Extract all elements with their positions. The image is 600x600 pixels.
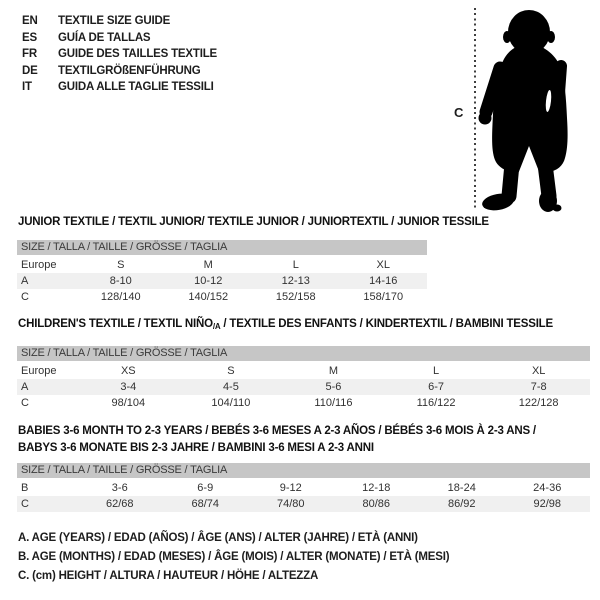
toddler-silhouette-image [478,6,600,214]
note-height-cm: C. (cm) HEIGHT / ALTURA / HAUTEUR / HÖHE / ALTEZZA [18,570,319,582]
junior-table-title: JUNIOR TEXTILE / TEXTIL JUNIOR/ TEXTILE JUNIOR / JUNIORTEXTIL / JUNIOR TESSILE [18,216,489,228]
table-cell: 5-6 [325,381,342,393]
language-row [22,63,217,80]
row-label: C [21,498,29,510]
table-cell: 12-18 [362,482,391,494]
table-cell: 68/74 [191,498,220,510]
table-cell: 158/170 [363,291,404,303]
size-header-bar: SIZE / TALLA / TAILLE / GRÖSSE / TAGLIA [17,240,427,255]
table-cell: L [433,365,440,377]
note-age-months: B. AGE (MONTHS) / EDAD (MESES) / ÂGE (MOIS) / ALTER (MONATE) / ETÀ (MESI) [18,551,450,563]
table-cell: 62/68 [105,498,134,510]
table-cell: 6-7 [428,381,445,393]
babies-table-title [18,423,536,457]
height-measure-label: C [454,105,464,120]
table-cell: 110/116 [314,397,353,409]
language-code: FR [22,48,37,61]
guide-title: GUÍA DE TALLAS [58,31,151,44]
language-code: ES [22,31,37,44]
table-row-age-months [17,480,590,496]
row-label: C [21,291,29,303]
table-cell: 10-12 [194,275,223,287]
table-cell: 4-5 [222,381,239,393]
table-cell: 122/128 [518,397,559,409]
guide-title: TEXTILE SIZE GUIDE [58,15,171,27]
guide-title: TEXTILGRÖßENFÜHRUNG [58,64,201,77]
language-row [22,46,217,63]
children-size-table [17,346,590,411]
table-cell: 7-8 [530,381,547,393]
table-cell: S [117,259,125,271]
guide-title: GUIDA ALLE TAGLIE TESSILI [58,81,214,94]
row-label: B [21,482,29,494]
table-cell: 12-13 [281,275,310,287]
row-label: A [21,275,29,287]
table-row-age [17,273,427,289]
table-cell: 24-36 [533,482,562,494]
table-cell: 128/140 [100,291,141,303]
language-row [22,79,217,96]
table-cell: 98/104 [111,397,146,409]
table-cell: XL [531,365,546,377]
table-row-height [17,289,427,305]
table-cell: 80/86 [362,498,391,510]
row-label: Europe [21,259,57,271]
table-cell: 140/152 [188,291,229,303]
table-cell: 74/80 [276,498,305,510]
babies-title-line2: BABYS 3-6 MONATE BIS 2-3 JAHRE / BAMBINI 3-6 MESI A 2-3 ANNI [18,442,374,454]
table-row-height [17,395,590,411]
table-cell: 92/98 [533,498,562,510]
table-cell: 116/122 [416,397,456,409]
size-header-bar: SIZE / TALLA / TAILLE / GRÖSSE / TAGLIA [17,346,590,361]
table-cell: M [328,365,339,377]
table-cell: 14-16 [369,275,398,287]
language-code: IT [22,81,32,94]
babies-title-line1: BABIES 3-6 MONTH TO 2-3 YEARS / BEBÉS 3-6 MESES A 2-3 AÑOS / BÉBÉS 3-6 MOIS À 2-3 ANS / [18,425,536,437]
table-cell: 3-4 [120,381,137,393]
children-table-title [18,318,553,331]
table-cell: 152/158 [275,291,316,303]
legend-notes [18,529,449,586]
table-cell: S [227,365,235,377]
language-code: DE [22,64,38,77]
table-row-height [17,496,590,512]
table-cell: 8-10 [109,275,132,287]
row-label: C [21,397,29,409]
table-cell: 86/92 [447,498,476,510]
table-cell: XL [376,259,390,271]
height-measure-dotted-line [474,8,476,211]
table-cell: 18-24 [447,482,476,494]
language-code: EN [22,15,38,27]
language-title-list [22,13,217,96]
table-cell: 104/110 [211,397,251,409]
guide-title: GUIDE DES TAILLES TEXTILE [58,48,217,61]
junior-size-table [17,240,427,305]
table-row-europe [17,363,590,379]
row-label: Europe [21,365,57,377]
table-cell: XS [120,365,136,377]
table-cell: 6-9 [197,482,214,494]
size-header-bar: SIZE / TALLA / TAILLE / GRÖSSE / TAGLIA [17,463,590,478]
table-cell: L [292,259,299,271]
table-cell: 9-12 [279,482,302,494]
children-title-subscript: /A [212,322,221,331]
language-row [22,13,217,30]
table-row-europe [17,257,427,273]
babies-size-table [17,463,590,512]
children-title-pre: CHILDREN'S TEXTILE / TEXTIL NIÑO [18,318,213,330]
table-row-age [17,379,590,395]
children-title-post: / TEXTILE DES ENFANTS / KINDERTEXTIL / BAMBINI TESSILE [220,318,553,330]
note-age-years: A. AGE (YEARS) / EDAD (AÑOS) / ÂGE (ANS) / ALTER (JAHRE) / ETÀ (ANNI) [18,532,418,544]
table-cell: 3-6 [111,482,128,494]
language-row [22,30,217,47]
row-label: A [21,381,29,393]
table-cell: M [203,259,213,271]
